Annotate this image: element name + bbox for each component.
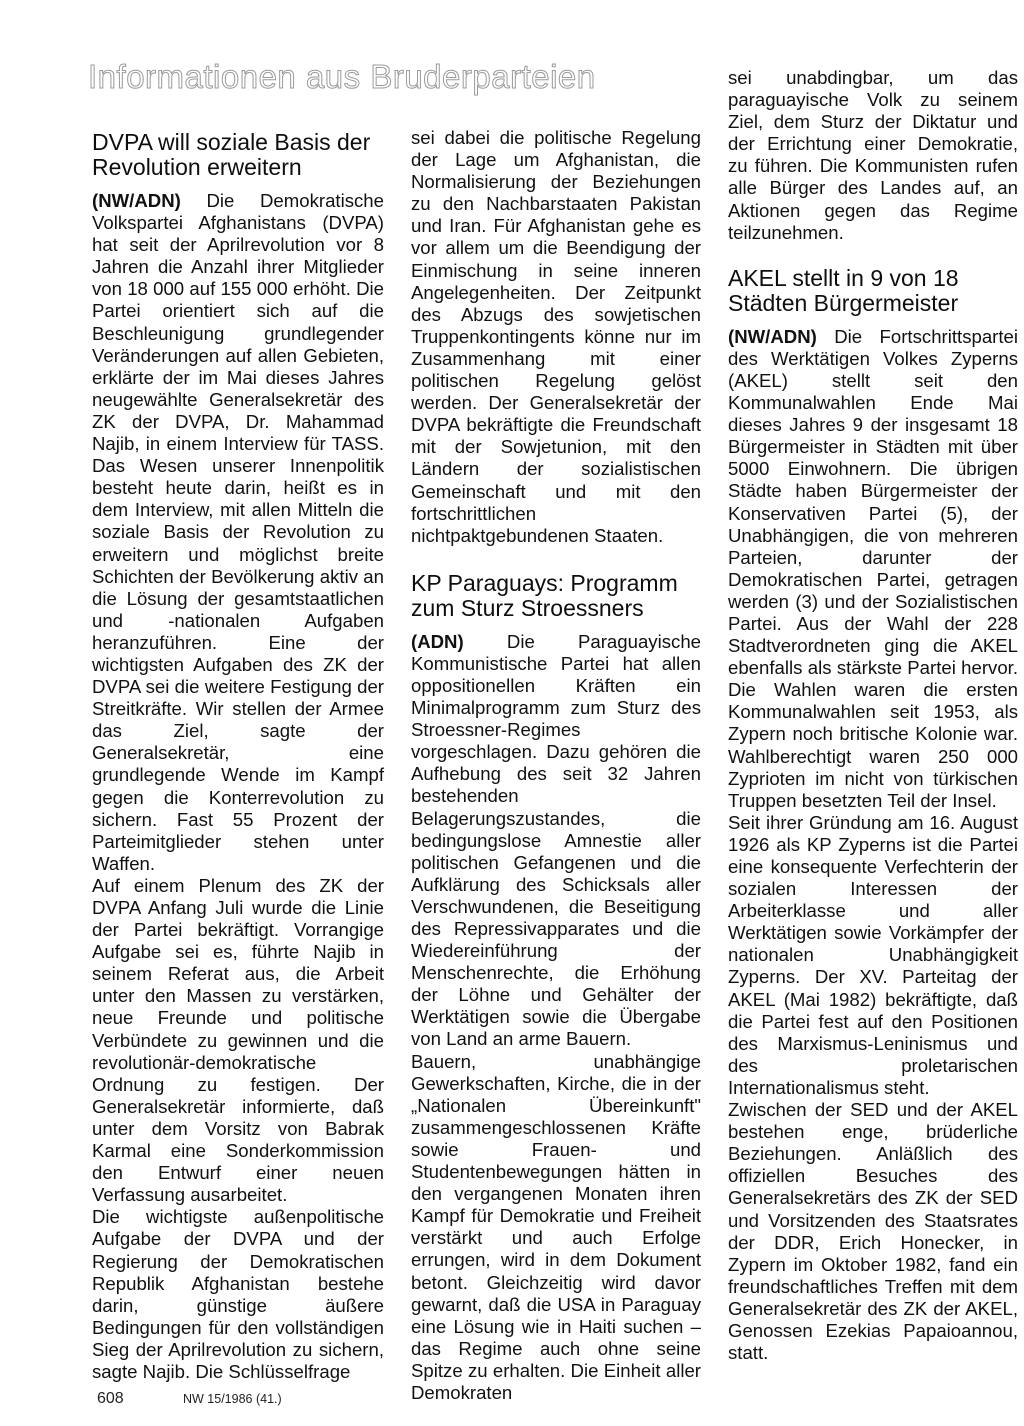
- article-1-paragraph-1: [92, 190, 384, 875]
- article-3-paragraph-3: Zwischen der SED und der AKEL bestehen enge, brüderliche Beziehungen. Anläßlich des offiziellen Besuches des Generalsekretärs des ZK der SED und Vorsitzenden des Staatsrates der DDR, Erich Honecker, in Zypern im Oktober 1982, fand ein freundschaftliches Treffen mit dem Generalsekretär des ZK der AKEL, Genossen Ezekias Papaioannou, statt.: [728, 1099, 1018, 1364]
- article-1-paragraph-3-start: Die wichtigste außenpolitische Aufgabe der DVPA und der Regierung der Demokratischen Republik Afghanistan bestehe darin, günstige äußere Bedingungen für den vollständigen Sieg der Aprilrevolution zu sichern, sagte Najib. Die Schlüsselfrage: [92, 1206, 384, 1382]
- issue-reference: NW 15/1986 (41.): [183, 1392, 282, 1406]
- article-3-text-1: Die Fortschrittspartei des Werktätigen Volkes Zyperns (AKEL) stellt seit den Kommunalwahlen Ende Mai dieses Jahres 9 der insgesamt 18 Bürgermeister in Städten mit über 5000 Einwohnern. Die übrigen Städte haben Bürgermeister der Konservativen Partei (5), der Unabhängigen, die von mehreren Parteien, darunter der Demokratischen Partei, getragen werden (3) und der Sozialistischen Partei. Aus der Wahl der 228 Stadtverordneten ging die AKEL ebenfalls als stärkste Partei hervor. Die Wahlen waren die ersten Kommunalwahlen seit 1953, als Zypern noch britische Kolonie war. Wahlberechtigt waren 250 000 Zyprioten im nicht von türkischen Truppen besetzten Teil der Insel.: [728, 325, 1018, 811]
- article-2-paragraph-2-end: sei unabdingbar, um das paraguayische Volk zu seinem Ziel, dem Sturz der Diktatur und der Errichtung einer Demokratie, zu führen. Die Kommunisten rufen alle Bürger des Landes auf, an Aktionen gegen das Regime teilzunehmen.: [728, 67, 1018, 243]
- article-1-paragraph-2: Auf einem Plenum des ZK der DVPA Anfang Juli wurde die Linie der Partei bekräftigt. Vorrangige Aufgabe sei es, führte Najib in seinem Referat aus, die Arbeit unter den Massen zu verstärken, neue Freunde und politische Verbündete zu gewinnen und die revolutionär-demokratische Ordnung zu festigen. Der Generalsekretär informierte, daß unter dem Vorsitz von Babrak Karmal eine Sonderkommission den Entwurf einer neuen Verfassung ausarbeitet.: [92, 874, 384, 1206]
- section-heading: Informationen aus Bruderparteien: [88, 58, 596, 95]
- article-1-text-1: Die Demokratische Volkspartei Afghanistans (DVPA) hat seit der Aprilrevolution vor 8 Jahren die Anzahl ihrer Mitglieder von 18 000 auf 155 000 erhöht. Die Partei orientiert sich auf die Beschleunigung grundlegender Veränderungen auf allen Gebieten, erklärte der im Mai dieses Jahres neugewählte Generalsekretär des ZK der DVPA, Dr. Mahammad Najib, in einem Interview für TASS. Das Wesen unserer Innenpolitik besteht heute darin, heißt es in dem Interview, mit allen Mitteln die soziale Basis der Revolution zu erweitern und möglichst breite Schichten der Bevölkerung aktiv an die Lösung der gesamtstaatlichen und -nationalen Aufgaben heranzuführen. Eine der wichtigsten Aufgaben des ZK der DVPA sei die weitere Festigung der Streitkräfte. Wir stellen der Armee das Ziel, sagte der Generalsekretär, eine grundlegende Wende im Kampf gegen die Konterrevolution zu sichern. Fast 55 Prozent der Parteimitglieder stehen unter Waffen.: [92, 190, 384, 874]
- page-number: 608: [97, 1390, 124, 1407]
- article-3-lead: (NW/ADN): [728, 325, 817, 347]
- column-1: [92, 130, 384, 1383]
- article-3-title: AKEL stellt in 9 von 18 Städten Bürgermeister: [728, 264, 959, 316]
- article-2-text-1: Die Paraguayische Kommunistische Partei hat allen oppositionellen Kräften ein Minimalprogramm zum Sturz des Stroessner-Regimes vorgeschlagen. Dazu gehören die Aufhebung des seit 32 Jahren bestehenden Belagerungszustandes, die bedingungslose Amnestie aller politischen Gefangenen und die Aufklärung des Schicksals aller Verschwundenen, die Beseitigung des Repressivapparates und die Wiedereinführung der Menschenrechte, die Erhöhung der Löhne und Gehälter der Werktätigen sowie die Übergabe von Land an arme Bauern.: [411, 630, 701, 1050]
- article-2-title: KP Paraguays: Programm zum Sturz Stroessners: [411, 569, 678, 621]
- column-3: [728, 67, 1018, 1364]
- column-2: [411, 127, 701, 1404]
- article-1-lead: (NW/ADN): [92, 190, 181, 211]
- article-3-paragraph-2: Seit ihrer Gründung am 16. August 1926 als KP Zyperns ist die Partei eine konsequente Verfechterin der sozialen Interessen der Arbeiterklasse und aller Werktätigen sowie Vorkämpfer der nationalen Unabhängigkeit Zyperns. Der XV. Parteitag der AKEL (Mai 1982) bekräftigte, daß die Partei fest auf den Positionen des Marxismus-Leninismus und des proletarischen Internationalismus steht.: [728, 811, 1018, 1098]
- article-2-lead: (ADN): [411, 630, 464, 652]
- article-1-title: DVPA will soziale Basis der Revolution erweitern: [92, 129, 371, 180]
- article-3-paragraph-1: [728, 326, 1018, 812]
- article-2-paragraph-1: [411, 631, 701, 1051]
- article-2-paragraph-2-start: Bauern, unabhängige Gewerkschaften, Kirche, die in der „Nationalen Übereinkunft" zusammengeschlossenen Kräfte sowie Frauen- und Studentenbewegungen hätten in den vergangenen Monaten ihren Kampf für Demokratie und Freiheit verstärkt und auch Erfolge errungen, wird in dem Dokument betont. Gleichzeitig wird davor gewarnt, daß die USA in Paraguay eine Lösung wie in Haiti suchen – das Regime auch ohne seine Spitze zu erhalten. Die Einheit aller Demokraten: [411, 1050, 701, 1403]
- article-1-paragraph-3-end: sei dabei die politische Regelung der Lage um Afghanistan, die Normalisierung der Beziehungen zu den Nachbarstaaten Pakistan und Iran. Für Afghanistan gehe es vor allem um die Beendigung der Einmischung in seine inneren Angelegenheiten. Der Zeitpunkt des Abzugs des sowjetischen Truppenkontingents könne nur im Zusammenhang mit einer politischen Regelung gelöst werden. Der Generalsekretär der DVPA bekräftigte die Freundschaft mit der Sowjetunion, mit den Ländern der sozialistischen Gemeinschaft und mit den fortschrittlichen nichtpaktgebundenen Staaten.: [411, 127, 701, 546]
